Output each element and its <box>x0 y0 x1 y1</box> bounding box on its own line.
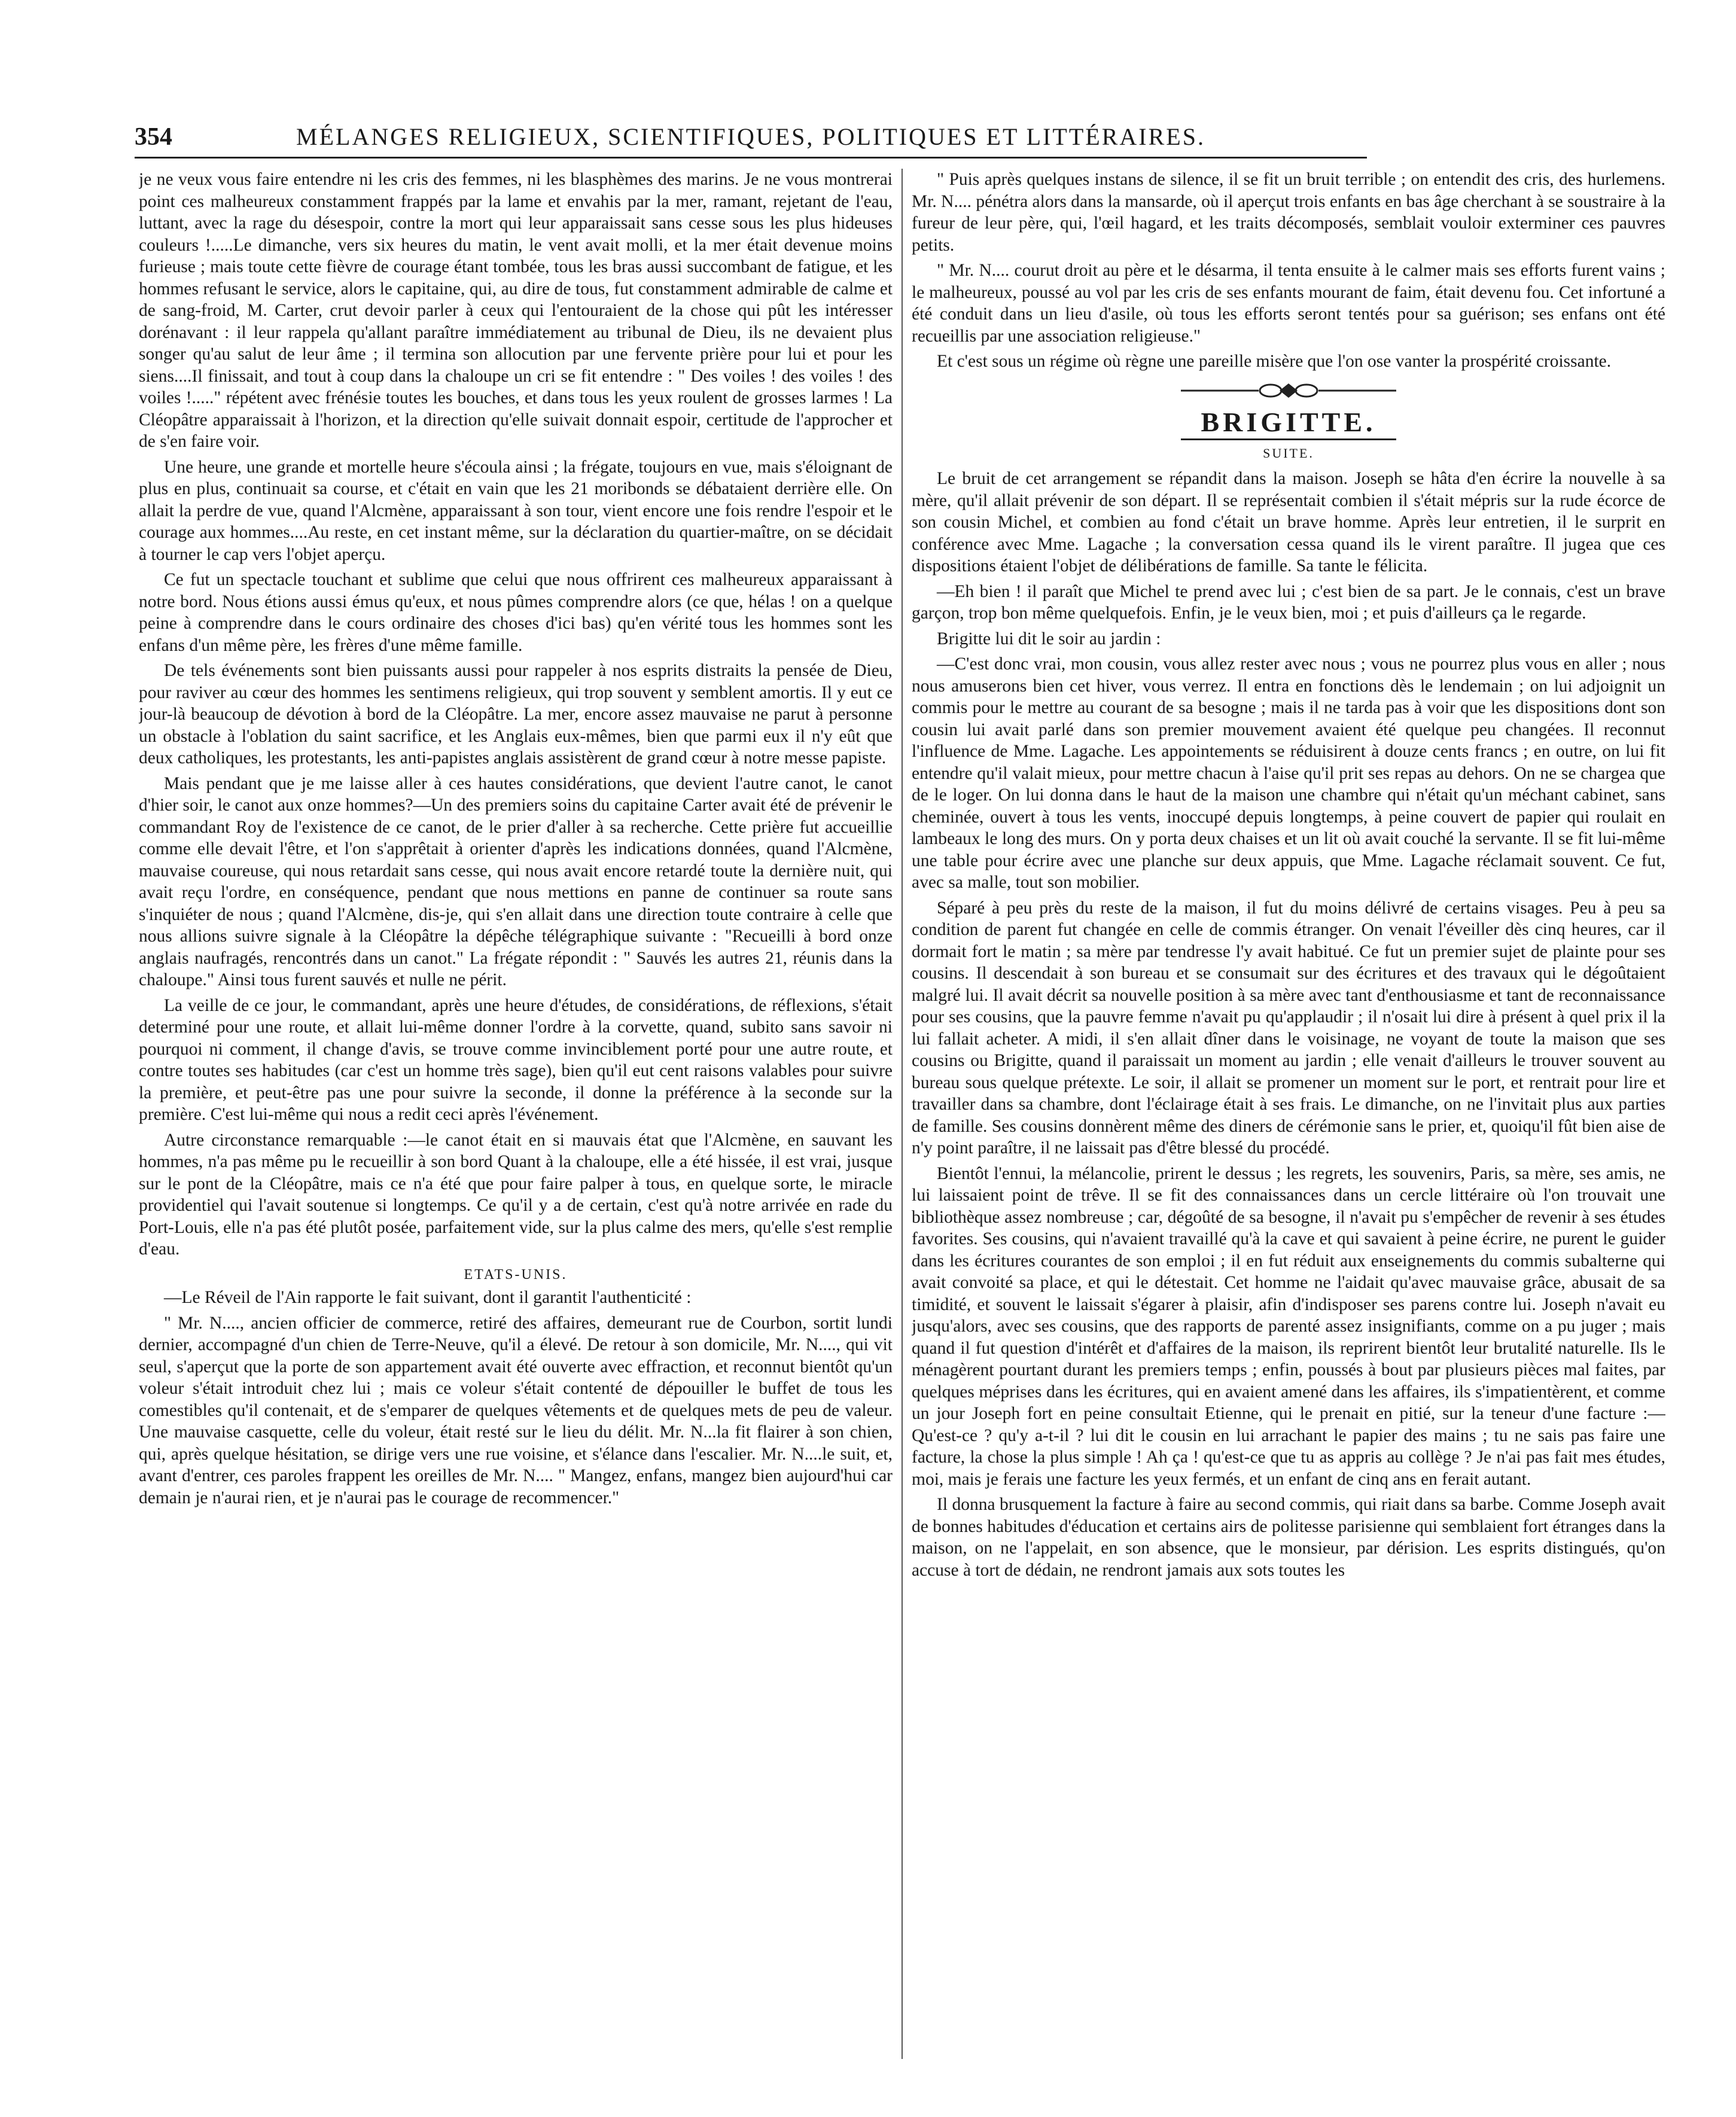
article-paragraph: je ne veux vous faire entendre ni les cris des femmes, ni les blasphèmes des marins. Je ne vous montrerai point ces malheureux constamment frappés par la lame et envahis par la mer, ramant, rejetant de l'eau, luttant, avec la rage du désespoir, contre la mort qui leur apparaissait sans cesse sous les plus hideuses couleurs !.....Le dimanche, vers six heures du matin, le vent avait molli, et la mer était devenue moins furieuse ; mais toute cette fièvre de courage étant tombée, tous les bras aussi succombant de fatigue, et les hommes refusant le service, alors le capitaine, qui, au dire de tous, fut constamment admirable de calme et de sang-froid, M. Carter, crut devoir parler à ceux qui l'entouraient de la chose qui pût les intéresser dorénavant : il leur rappela qu'allant paraître immédiatement au tribunal de Dieu, ils ne devaient plus songer qu'au salut de leur âme ; il termina son allocution par une fervente prière pour lui et pour les siens....Il finissait, and tout à coup dans la chaloupe un cri se fit entendre : " Des voiles ! des voiles ! des voiles !....." répétent avec frénésie toutes les bouches, et dans tous les yeux roulent de grosses larmes ! La Cléopâtre apparaissait à l'horizon, et la direction qu'elle suivait donnait espoir, certitude de l'approcher et de s'en faire voir. <box>139 170 893 451</box>
story-paragraph: Séparé à peu près du reste de la maison, il fut du moins délivré de certains visages. Peu à peu sa condition de parent fut changée en celle de commis étranger. On venait l'éveiller dès cinq heures, car il dormait fort le matin ; sa mère par tendresse l'y avait habitué. Ce fut un premier sujet de plainte pour ses cousins. Il descendait à son bureau et se consumait sur des écritures et des travaux qui le dégoûtaient malgré lui. Il avait décrit sa nouvelle position à sa mère avec tant d'enthousiasme et tant de reconnaissance pour ses cousins, que la pauvre femme n'avait pu qu'applaudir ; il n'osait lui dire à présent à quel prix il la lui fallait acheter. A midi, il s'en allait dîner dans le voisinage, ne voyant de toute la maison que ses cousins ou Brigitte, quand il paraissait un moment au jardin ; elle venait d'ailleurs le trouver souvent au bureau sous quelque prétexte. Le soir, il allait se promener un moment sur le port, et rentrait pour lire et travailler dans sa chambre, dont l'éclairage était à ses frais. Le dimanche, on ne l'invitait plus aux parties de famille. Ses cousins donnèrent même des diners de cérémonie sans le prier, et, quoiqu'il fût bien aise de n'y point paraître, il ne laissait pas d'être blessé du procédé. <box>912 898 1665 1158</box>
article-paragraph: Une heure, une grande et mortelle heure s'écoula ainsi ; la frégate, toujours en vue, mais s'éloignant de plus en plus, continuait sa course, et c'était en vain que les 21 moribonds se débataient derrière elle. On allait la perdre de vue, quand l'Alcmène, apparaissant à son tour, vient encore une fois rendre l'espoir et le courage aux hommes....Au reste, en cet instant même, sur la déclaration du quartier-maître, on se décidait à tourner le cap vers l'objet aperçu. <box>139 457 893 564</box>
section-heading-etats-unis: ETATS-UNIS. <box>464 1266 568 1283</box>
news-quote: " Mr. N.... courut droit au père et le désarma, il tenta ensuite à le calmer mais ses efforts furent vains ; le malheureux, poussé au vol par les cris de ses enfants mourant de faim, était devenu fou. Cet infortuné a été conduit dans un lieu d'asile, où tous les efforts seront tentés pour sa guérison; ses enfans ont été recueillis par une association religieuse." <box>912 261 1665 346</box>
story-paragraph: —Eh bien ! il paraît que Michel te prend avec lui ; c'est bien de sa part. Je le connais, c'est un brave garçon, trop bon même quelquefois. Enfin, je le veux bien, moi ; et puis d'ailleurs ça le regarde. <box>912 581 1665 623</box>
news-paragraph: —Le Réveil de l'Ain rapporte le fait suivant, dont il garantit l'authenticité : <box>164 1288 692 1307</box>
ornament-flourish-icon <box>1181 379 1396 403</box>
article-paragraph: Autre circonstance remarquable :—le canot était en si mauvais état que l'Alcmène, en sauvant les hommes, n'a pas même pu le recueillir à son bord Quant à la chaloupe, elle a été hissée, il est vrai, jusque sur le pont de la Cléopâtre, mais ce n'a été que pour faire palper à tous, en quelque sorte, le miracle providentiel qui l'avait soutenue si longtemps. Ce qu'il y a de certain, c'est qu'à notre arrivée en rade du Port-Louis, elle n'a pas été plutôt posée, parfaitement vide, sur la plus calme des mers, qu'elle s'est remplie d'eau. <box>139 1130 893 1259</box>
news-quote: " Puis après quelques instans de silence, il se fit un bruit terrible ; on entendit des cris, des hurlemens. Mr. N.... pénétra alors dans la mansarde, où il aperçut trois enfants en bas âge cherchant à se soustraire à la fureur de leur père, qui, l'œil hagard, et les traits décomposés, semblait vouloir exterminer ces pauvres petits. <box>912 170 1665 255</box>
right-column <box>912 169 1665 2059</box>
news-quote: " Mr. N...., ancien officier de commerce, retiré des affaires, demeurant rue de Courbon, sortit lundi dernier, accompagné d'un chien de Terre-Neuve, qu'il a élevé. De retour à son domicile, Mr. N...., qui vit seul, s'aperçut que la porte de son appartement avait été ouverte avec effraction, et reconnut bientôt qu'un voleur s'était introduit chez lui ; mais ce voleur s'était contenté de dépouiller le buffet de tous les comestibles qu'il contenait, et de s'emparer de quelques vêtements et de quelques mets de peu de valeur. Une mauvaise casquette, celle du voleur, était resté sur le lieu du délit. Mr. N...la fit flairer à son chien, qui, après quelque hésitation, se dirige vers une rue voisine, et s'élance dans l'escalier. Mr. N....le suit, et, avant d'entrer, ces paroles frappent les oreilles de Mr. N.... " Mangez, enfans, mangez bien aujourd'hui car demain je n'aurai rien, et je n'aurai pas le courage de recommencer." <box>139 1313 893 1507</box>
story-paragraph: Brigitte lui dit le soir au jardin : <box>937 629 1161 648</box>
story-title: BRIGITTE. <box>1201 406 1376 437</box>
left-column <box>139 169 893 2059</box>
decorative-ornament <box>912 379 1665 405</box>
article-paragraph: La veille de ce jour, le commandant, après une heure d'études, de considérations, de réflexions, s'était determiné pour une route, et allait lui-même donner l'ordre à la corvette, quand, subito sans savoir ni pourquoi ni comment, il change d'avis, se trouve comme invinciblement porté pour une autre route, et contre toutes ses habitudes (car c'est un homme très sage), bien qu'il eut cent raisons valables pour suivre la première, et peut-être pas une pour suivre la seconde, il donne la préférence à la seconde sur la première. C'est lui-même qui nous a redit ceci après l'événement. <box>139 995 893 1124</box>
story-subtitle: SUITE. <box>1263 445 1314 461</box>
article-paragraph: De tels événements sont bien puissants aussi pour rappeler à nos esprits distraits la pensée de Dieu, pour raviver au cœur des hommes les sentimens religieux, qui trop souvent y semblent amortis. Il y eut ce jour-là beaucoup de dévotion à bord de la Cléopâtre. La mer, encore assez mauvaise ne parut à personne un obstacle à l'oblation du saint sacrifice, et les Anglais eux-mêmes, bien que parmi eux il n'y eût que deux catholiques, les protestants, les anti-papistes anglais assistèrent de grand cœur à notre messe papiste. <box>139 661 893 767</box>
story-paragraph: Le bruit de cet arrangement se répandit dans la maison. Joseph se hâta d'en écrire la nouvelle à sa mère, qu'il allait prévenir de son départ. Il se représentait combien il s'était mépris sur la rude écorce de son cousin Michel, et combien au fond c'était un brave homme. Après leur entretien, il le surprit en conférence avec Mme. Lagache ; la conversation cessa quand ils le virent paraître. Il jugea que ces dispositions étaient l'objet de délibérations de famille. Sa tante le félicita. <box>912 469 1665 575</box>
story-paragraph: —C'est donc vrai, mon cousin, vous allez rester avec nous ; vous ne pourrez plus vous en aller ; nous nous amuserons bien cet hiver, vous verrez. Il entra en fonctions dès le lendemain ; on lui adjoignit un commis pour le mettre au courant de sa besogne ; mais il ne tarda pas à voir que les dispositions dont son cousin lui avait parlé dans son premier mouvement avaient été quelque peu changées. Il reconnut l'influence de Mme. Lagache. Les appointements se réduisirent à douze cents francs ; en outre, on lui fit entendre qu'il valait mieux, pour mettre chacun à l'aise qu'il prit ses repas au dehors. On ne se chargea que de le loger. On lui donna dans le haut de la maison une chambre qui n'était qu'un méchant cabinet, sans cheminée, ouvert à tous les vents, inoccupé depuis longtemps, à peine couvert de papier qui roulait en lambeaux le long des murs. On y porta deux chaises et un lit où avait couché la servante. Il se fit lui-même une table pour écrire avec une planche sur deux appuis, que Mme. Lagache réclamait souvent. Ce fut, avec sa malle, tout son mobilier. <box>912 654 1665 892</box>
article-paragraph: Ce fut un spectacle touchant et sublime que celui que nous offrirent ces malheureux apparaissant à notre bord. Nous étions aussi émus qu'eux, et nous pûmes comprendre alors (ce que, hélas ! on a quelque peine à comprendre dans le cours ordinaire des choses d'ici bas) qu'en vérité tous les hommes sont les enfans d'un même père, les frères d'une même famille. <box>139 570 893 655</box>
running-title: MÉLANGES RELIGIEUX, SCIENTIFIQUES, POLITIQUES ET LITTÉRAIRES. <box>296 123 1205 150</box>
header-rule <box>135 157 1367 159</box>
column-divider <box>901 169 903 2059</box>
title-underline <box>1181 438 1396 440</box>
story-paragraph: Bientôt l'ennui, la mélancolie, prirent le dessus ; les regrets, les souvenirs, Paris, sa mère, ses amis, ne lui laissaient point de trêve. Il se fit des connaissances dans un cercle littéraire où l'on trouvait une bibliothèque assez nombreuse ; car, dégoûté de sa besogne, il n'avait pu s'empêcher de revenir à ses études favorites. Ses cousins, qui n'avaient travaillé qu'à la cave et qui savaient à peine écrire, ne purent le guider dans les écritures courantes de son emploi ; il en fut réduit aux enseignements du commis subalterne qui avait convoité sa place, et qui le détestait. Cet homme ne l'aidait qu'avec mauvaise grâce, abusait de sa timidité, et souvent le laissait s'égarer à plaisir, afin d'indisposer ses parens contre lui. Joseph n'avait eu jusqu'alors, avec ses cousins, que des rapports de parenté assez insignifiants, comme on a pu juger ; mais quand il fut question d'intérêt et d'affaires de la maison, ils reprirent bientôt leur brutalité naturelle. Ils le ménagèrent pourtant durant les premiers temps ; enfin, poussés à bout par plusieurs pièces mal faites, par quelques méprises dans les écritures, qui en avaient amené dans les affaires, ils s'impatientèrent, et comme un jour Joseph fort en peine consultait Etienne, qui le prenait en pitié, sur la teneur d'une facture :—Qu'est-ce ? qu'y a-t-il ? lui dit le cousin en lui arrachant le papier des mains ; tu ne sais pas faire une facture, la chose la plus simple ! Ah ça ! qu'est-ce que tu as appris au collège ? Je n'ai pas fait mes études, moi, mais je ferais une facture les yeux fermés, et un enfant de cinq ans en ferait autant. <box>912 1163 1665 1489</box>
news-commentary: Et c'est sous un régime où règne une pareille misère que l'on ose vanter la prospérité croissante. <box>937 352 1612 371</box>
page-header <box>135 123 1367 159</box>
page-number: 354 <box>135 123 172 151</box>
story-paragraph: Il donna brusquement la facture à faire au second commis, qui riait dans sa barbe. Comme Joseph avait de bonnes habitudes d'éducation et certains airs de politesse parisienne qui semblaient fort étranges dans la maison, on ne l'appelait, en son absence, que le monsieur, par dérision. Les esprits distingués, qu'on accuse à tort de dédain, ne rendront jamais aux sots toutes les <box>912 1495 1665 1580</box>
article-paragraph: Mais pendant que je me laisse aller à ces hautes considérations, que devient l'autre canot, le canot d'hier soir, le canot aux onze hommes?—Un des premiers soins du capitaine Carter avait été de prévenir le commandant Roy de l'existence de ce canot, de le prier d'aller à sa recherche. Cette prière fut accueillie comme elle devait l'être, et l'on s'apprêtait à orienter d'après les indications données, quand l'Alcmène, mauvaise coureuse, qui nous retardait sans cesse, qui nous avait encore retardé toute la dernière nuit, qui avait reçu l'ordre, en conséquence, pendant que nous mettions en panne de continuer sa route sans s'inquiéter de nous ; quand l'Alcmène, dis-je, qui s'en allait dans une direction toute contraire à celle que nous allions suivre signale à la Cléopâtre la dépêche télégraphique suivante : "Recueilli à bord onze anglais naufragés, rencontrés dans un canot." La frégate répondit : " Sauvés les autres 21, réunis dans la chaloupe." Ainsi tous furent sauvés et nulle ne périt. <box>139 773 893 989</box>
